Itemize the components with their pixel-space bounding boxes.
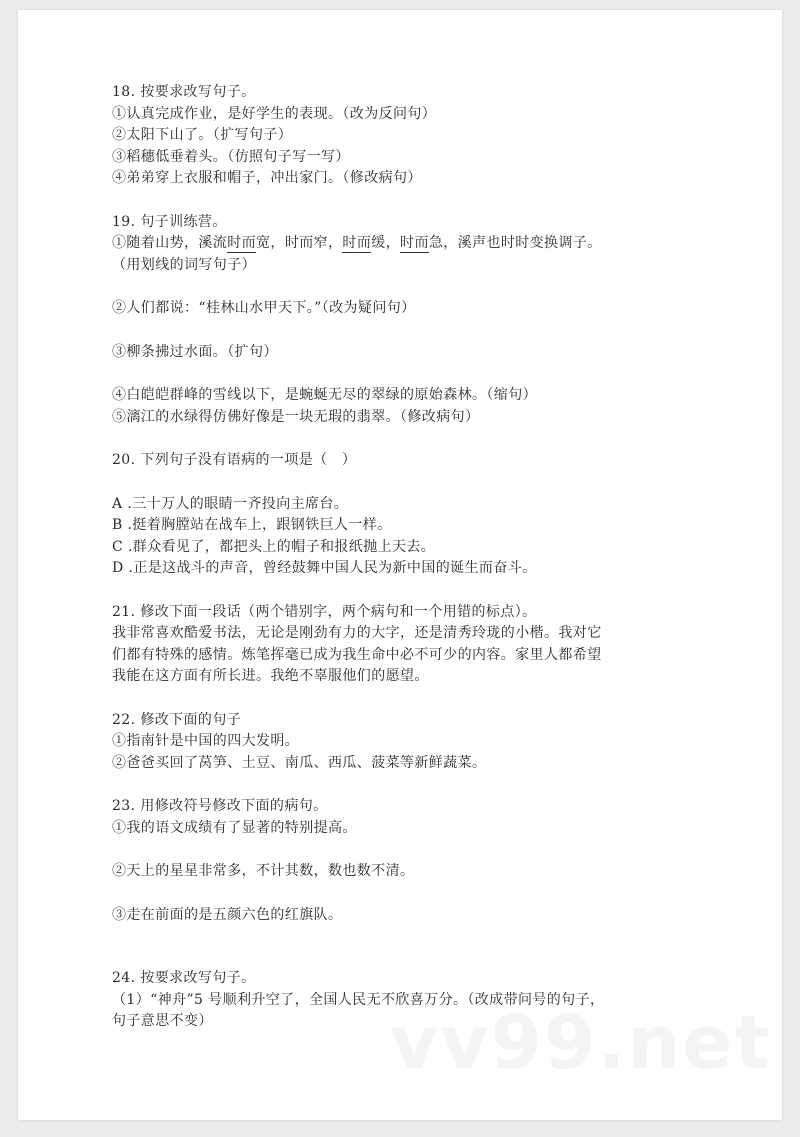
q19-item-1-text: 宽，时而窄， <box>256 235 343 251</box>
q24-title: 24. 按要求改写句子。 <box>112 970 256 986</box>
q19-item-1 <box>112 233 712 255</box>
q24-item-1-cont: 句子意思不变） <box>112 1013 213 1029</box>
q22-item-1: ①指南针是中国的四大发明。 <box>112 733 300 749</box>
q23-title: 23. 用修改符号修改下面的病句。 <box>112 798 328 814</box>
q19-item-1-instruction: （用划线的词写句子） <box>112 256 256 273</box>
q18-title: 18. 按要求改写句子。 <box>112 84 256 100</box>
document-page <box>18 10 782 1120</box>
q18-item-2: ②太阳下山了。（扩写句子） <box>112 127 293 143</box>
q20-option-b: B .挺着胸膛站在战车上，跟钢铁巨人一样。 <box>112 517 392 533</box>
q21-paragraph-line: 我非常喜欢酷爱书法，无论是刚劲有力的大字，还是清秀玲珑的小楷。我对它 <box>112 625 602 641</box>
q20-option-d: D .正是这战斗的声音，曾经鼓舞中国人民为新中国的诞生而奋斗。 <box>112 560 537 576</box>
q19-item-4: ④白皑皑群峰的雪线以下，是蜿蜒无尽的翠绿的原始森林。（缩句） <box>112 387 537 403</box>
q19-item-1-text: 急，溪声也时时变换调子。 <box>428 235 602 251</box>
q18-item-4: ④弟弟穿上衣服和帽子，冲出家门。（修改病句） <box>112 170 422 186</box>
q19-item-5: ⑤漓江的水绿得仿佛好像是一块无瑕的翡翠。（修改病句） <box>112 408 480 425</box>
q18-item-3: ③稻穗低垂着头。（仿照句子写一写） <box>112 148 350 165</box>
q20-option-a: A .三十万人的眼睛一齐投向主席台。 <box>112 495 349 512</box>
q21-paragraph-line: 我能在这方面有所长进。我绝不辜服他们的愿望。 <box>112 668 429 684</box>
q22-item-2: ②爸爸买回了莴笋、土豆、南瓜、西瓜、菠菜等新鲜蔬菜。 <box>112 754 487 771</box>
q20-option-c: C .群众看见了，都把头上的帽子和报纸抛上天去。 <box>112 538 436 555</box>
q23-item-2: ②天上的星星非常多，不计其数，数也数不清。 <box>112 863 415 879</box>
q19-item-1-text: ①随着山势，溪流 <box>112 235 228 251</box>
q22-title: 22. 修改下面的句子 <box>112 711 242 728</box>
q18-item-1: ①认真完成作业，是好学生的表现。（改为反问句） <box>112 105 437 122</box>
question-list <box>112 82 712 1033</box>
q19-item-1-text: 缓， <box>371 235 401 251</box>
underlined-word: 时而 <box>400 235 429 251</box>
q21-title: 21. 修改下面一段话（两个错别字，两个病句和一个用错的标点）。 <box>112 603 537 620</box>
underlined-word: 时而 <box>342 235 372 251</box>
watermark <box>390 1000 772 1086</box>
q19-title: 19. 句子训练营。 <box>112 213 227 230</box>
q19-item-2: ②人们都说：“桂林山水甲天下。”（改为疑问句） <box>112 300 416 316</box>
q24-item-1: （1）“神舟”5 号顺利升空了，全国人民无不欣喜万分。（改成带问号的句子， <box>112 991 605 1008</box>
q23-item-1: ①我的语文成绩有了显著的特别提高。 <box>112 819 357 836</box>
q23-item-3: ③走在前面的是五颜六色的红旗队。 <box>112 906 343 923</box>
underlined-word: 时而 <box>227 235 257 251</box>
q19-item-3: ③柳条拂过水面。（扩句） <box>112 343 278 360</box>
q21-paragraph-line: 们都有特殊的感情。炼笔挥毫已成为我生命中必不可少的内容。家里人都希望 <box>112 646 602 663</box>
q20-title: 20. 下列句子没有语病的一项是（ ） <box>112 452 357 468</box>
